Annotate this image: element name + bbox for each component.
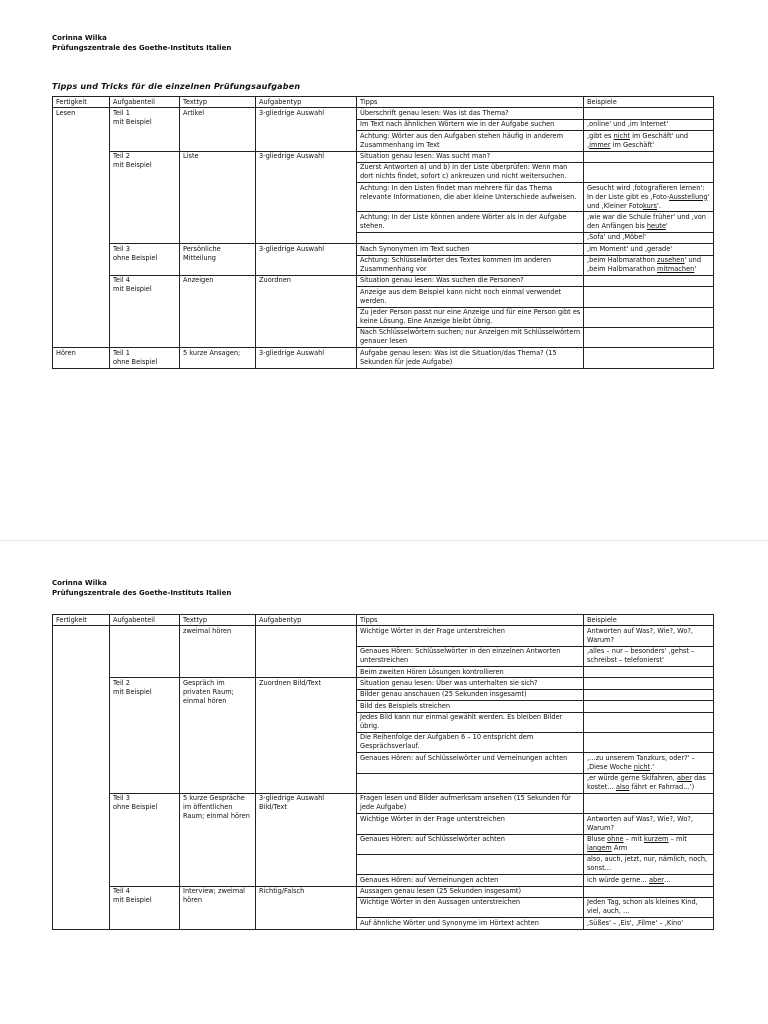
table-row (53, 886, 714, 897)
header-texttyp: Texttyp (180, 97, 256, 108)
part-cell: Teil 3 ohne Beispiel (110, 793, 180, 886)
example-cell (584, 307, 714, 327)
tip-cell: Genaues Hören: Schlüsselwörter in den einzelnen Antworten unterstreichen (357, 646, 584, 666)
table-row (53, 275, 714, 286)
tip-cell: Überschrift genau lesen: Was ist das Thema? (357, 108, 584, 119)
table-row (53, 626, 714, 646)
author-block (52, 33, 231, 53)
header-beispiele: Beispiele (584, 615, 714, 626)
author-name: Corinna Wilka (52, 34, 107, 42)
example-cell (584, 732, 714, 752)
tip-cell: Zu jeder Person passt nur eine Anzeige und für eine Person gibt es keine Lösung. Eine Anzeige bleibt übrig. (357, 307, 584, 327)
document-page-2 (0, 540, 768, 1024)
tip-cell: Aussagen genau lesen (25 Sekunden insgesamt) (357, 886, 584, 897)
example-cell: ‚im Moment' und ‚gerade' (584, 244, 714, 255)
tip-cell: Achtung: In den Listen findet man mehrere für das Thema relevante Informationen, die aber kleine Unterschiede aufweisen. (357, 183, 584, 212)
table-header-row (53, 97, 714, 108)
header-fertigkeit: Fertigkeit (53, 97, 110, 108)
example-cell (584, 287, 714, 307)
example-cell (584, 689, 714, 700)
part-cell: Teil 3 ohne Beispiel (110, 244, 180, 276)
aufgabentyp-cell: Zuordnen Bild/Text (256, 678, 357, 793)
aufgabentyp-cell: 3-gliedrige Auswahl (256, 244, 357, 276)
tip-cell: Zuerst Antworten a) und b) in der Liste überprüfen: Wenn man dort nichts findet, sofort c) ankreuzen und nicht weitersuchen. (357, 162, 584, 182)
example-cell (584, 275, 714, 286)
tip-cell: Achtung: Schlüsselwörter des Textes kommen im anderen Zusammenhang vor (357, 255, 584, 275)
example-cell (584, 151, 714, 162)
author-name: Corinna Wilka (52, 579, 107, 587)
example-cell (584, 667, 714, 678)
example-cell: ‚…zu unserem Tanzkurs, oder?' – ‚Diese Woche nicht.' (584, 753, 714, 773)
part-cell (110, 626, 180, 678)
tip-cell: Situation genau lesen: Über was unterhalten sie sich? (357, 678, 584, 689)
part-cell: Teil 1 ohne Beispiel (110, 348, 180, 368)
skill-cell (53, 626, 110, 929)
part-cell: Teil 2 mit Beispiel (110, 151, 180, 244)
skill-cell: Lesen (53, 108, 110, 348)
texttyp-cell: 5 kurze Gespräche im öffentlichen Raum; einmal hören (180, 793, 256, 886)
aufgabentyp-cell: 3-gliedrige Auswahl (256, 348, 357, 368)
example-cell: Bluse ohne – mit kurzem – mit langem Arm (584, 834, 714, 854)
part-cell: Teil 1 mit Beispiel (110, 108, 180, 151)
table-row (53, 244, 714, 255)
example-cell: ‚Sofa' und ‚Möbel' (584, 232, 714, 243)
example-cell: ‚gibt es nicht im Geschäft' und ‚immer im Geschäft' (584, 131, 714, 151)
part-cell: Teil 4 mit Beispiel (110, 275, 180, 347)
tips-table-page-2 (52, 614, 714, 930)
tip-cell: Im Text nach ähnlichen Wörtern wie in der Aufgabe suchen (357, 119, 584, 130)
example-cell: Antworten auf Was?, Wie?, Wo?, Warum? (584, 626, 714, 646)
aufgabentyp-cell: 3-gliedrige Auswahl (256, 108, 357, 151)
aufgabentyp-cell (256, 626, 357, 678)
table-row (53, 151, 714, 162)
header-beispiele: Beispiele (584, 97, 714, 108)
example-cell: Antworten auf Was?, Wie?, Wo?, Warum? (584, 814, 714, 834)
aufgabentyp-cell: 3-gliedrige Auswahl (256, 151, 357, 244)
texttyp-cell: zweimal hören (180, 626, 256, 678)
tip-cell: Nach Schlüsselwörtern suchen; nur Anzeigen mit Schlüsselwörtern genauer lesen (357, 327, 584, 347)
example-cell (584, 712, 714, 732)
document-title: Tipps und Tricks für die einzelnen Prüfungsaufgaben (52, 82, 301, 91)
tip-cell: Nach Synonymen im Text suchen (357, 244, 584, 255)
example-cell (584, 348, 714, 368)
part-cell: Teil 2 mit Beispiel (110, 678, 180, 793)
example-cell: ‚beim Halbmarathon zusehen' und ‚beim Halbmarathon mitmachen' (584, 255, 714, 275)
example-cell: Gesucht wird ‚fotografieren lernen': In der Liste gibt es ‚Foto-Ausstellung' und ‚Kleiner Fotokurs'. (584, 183, 714, 212)
tip-cell: Achtung: Wörter aus den Aufgaben stehen häufig in anderem Zusammenhang im Text (357, 131, 584, 151)
tip-cell: Bilder genau anschauen (25 Sekunden insgesamt) (357, 689, 584, 700)
tip-cell (357, 232, 584, 243)
example-cell (584, 678, 714, 689)
tip-cell: Aufgabe genau lesen: Was ist die Situation/das Thema? (15 Sekunden für jede Aufgabe) (357, 348, 584, 368)
author-organization: Prüfungszentrale des Goethe-Instituts Italien (52, 44, 232, 52)
header-tipps: Tipps (357, 97, 584, 108)
texttyp-cell: Gespräch im privaten Raum; einmal hören (180, 678, 256, 793)
tip-cell (357, 773, 584, 793)
tip-cell: Die Reihenfolge der Aufgaben 6 – 10 entspricht dem Gesprächsverlauf. (357, 732, 584, 752)
tip-cell: Bild des Beispiels streichen (357, 701, 584, 712)
tips-table-page-1 (52, 96, 714, 369)
example-cell: ‚er würde gerne Skifahren, aber das kostet… also fährt er Fahrrad…') (584, 773, 714, 793)
tip-cell: Wichtige Wörter in der Frage unterstreichen (357, 626, 584, 646)
skill-cell: Hören (53, 348, 110, 368)
example-cell (584, 162, 714, 182)
header-aufgabenteil: Aufgabenteil (110, 97, 180, 108)
header-aufgabentyp: Aufgabentyp (256, 97, 357, 108)
tip-cell: Wichtige Wörter in der Frage unterstreichen (357, 814, 584, 834)
example-cell (584, 327, 714, 347)
aufgabentyp-cell: Richtig/Falsch (256, 886, 357, 929)
texttyp-cell: Liste (180, 151, 256, 244)
author-block (52, 578, 231, 598)
texttyp-cell: Persönliche Mitteilung (180, 244, 256, 276)
tip-cell: Achtung: In der Liste können andere Wörter als in der Aufgabe stehen. (357, 212, 584, 232)
tip-cell: Genaues Hören: auf Schlüsselwörter und Verneinungen achten (357, 753, 584, 773)
tip-cell: Situation genau lesen: Was suchen die Personen? (357, 275, 584, 286)
tip-cell: Beim zweiten Hören Lösungen kontrollieren (357, 667, 584, 678)
tip-cell: Situation genau lesen: Was sucht man? (357, 151, 584, 162)
tip-cell: Genaues Hören: auf Verneinungen achten (357, 875, 584, 886)
aufgabentyp-cell: Zuordnen (256, 275, 357, 347)
tip-cell: Wichtige Wörter in den Aussagen unterstreichen (357, 897, 584, 917)
example-cell: also, auch, jetzt, nur, nämlich, noch, sonst… (584, 854, 714, 874)
tip-cell: Anzeige aus dem Beispiel kann nicht noch einmal verwendet werden. (357, 287, 584, 307)
example-cell: ‚alles – nur – besonders' ‚gehst – schreibst – telefonierst' (584, 646, 714, 666)
header-aufgabenteil: Aufgabenteil (110, 615, 180, 626)
example-cell (584, 886, 714, 897)
tip-cell (357, 854, 584, 874)
table-row (53, 793, 714, 813)
example-cell (584, 793, 714, 813)
example-cell: ich würde gerne… aber… (584, 875, 714, 886)
table-header-row (53, 615, 714, 626)
texttyp-cell: Artikel (180, 108, 256, 151)
tip-cell: Genaues Hören: auf Schlüsselwörter achten (357, 834, 584, 854)
header-tipps: Tipps (357, 615, 584, 626)
table-row (53, 348, 714, 368)
example-cell (584, 108, 714, 119)
tip-cell: Fragen lesen und Bilder aufmerksam ansehen (15 Sekunden für jede Aufgabe) (357, 793, 584, 813)
tip-cell: Jedes Bild kann nur einmal gewählt werden. Es bleiben Bilder übrig. (357, 712, 584, 732)
author-organization: Prüfungszentrale des Goethe-Instituts Italien (52, 589, 232, 597)
table-row (53, 108, 714, 119)
texttyp-cell: Anzeigen (180, 275, 256, 347)
texttyp-cell: 5 kurze Ansagen; (180, 348, 256, 368)
table-row (53, 678, 714, 689)
example-cell: ‚online' und ‚im Internet' (584, 119, 714, 130)
example-cell: ‚Süßes' – ‚Eis', ‚Filme' – ‚Kino' (584, 918, 714, 929)
example-cell: Jeden Tag, schon als kleines Kind, viel, auch, … (584, 897, 714, 917)
example-cell: ‚wie war die Schule früher' und ‚von den Anfängen bis heute' (584, 212, 714, 232)
header-fertigkeit: Fertigkeit (53, 615, 110, 626)
tip-cell: Auf ähnliche Wörter und Synonyme im Hörtext achten (357, 918, 584, 929)
header-texttyp: Texttyp (180, 615, 256, 626)
texttyp-cell: Interview; zweimal hören (180, 886, 256, 929)
example-cell (584, 701, 714, 712)
header-aufgabentyp: Aufgabentyp (256, 615, 357, 626)
aufgabentyp-cell: 3-gliedrige Auswahl Bild/Text (256, 793, 357, 886)
part-cell: Teil 4 mit Beispiel (110, 886, 180, 929)
